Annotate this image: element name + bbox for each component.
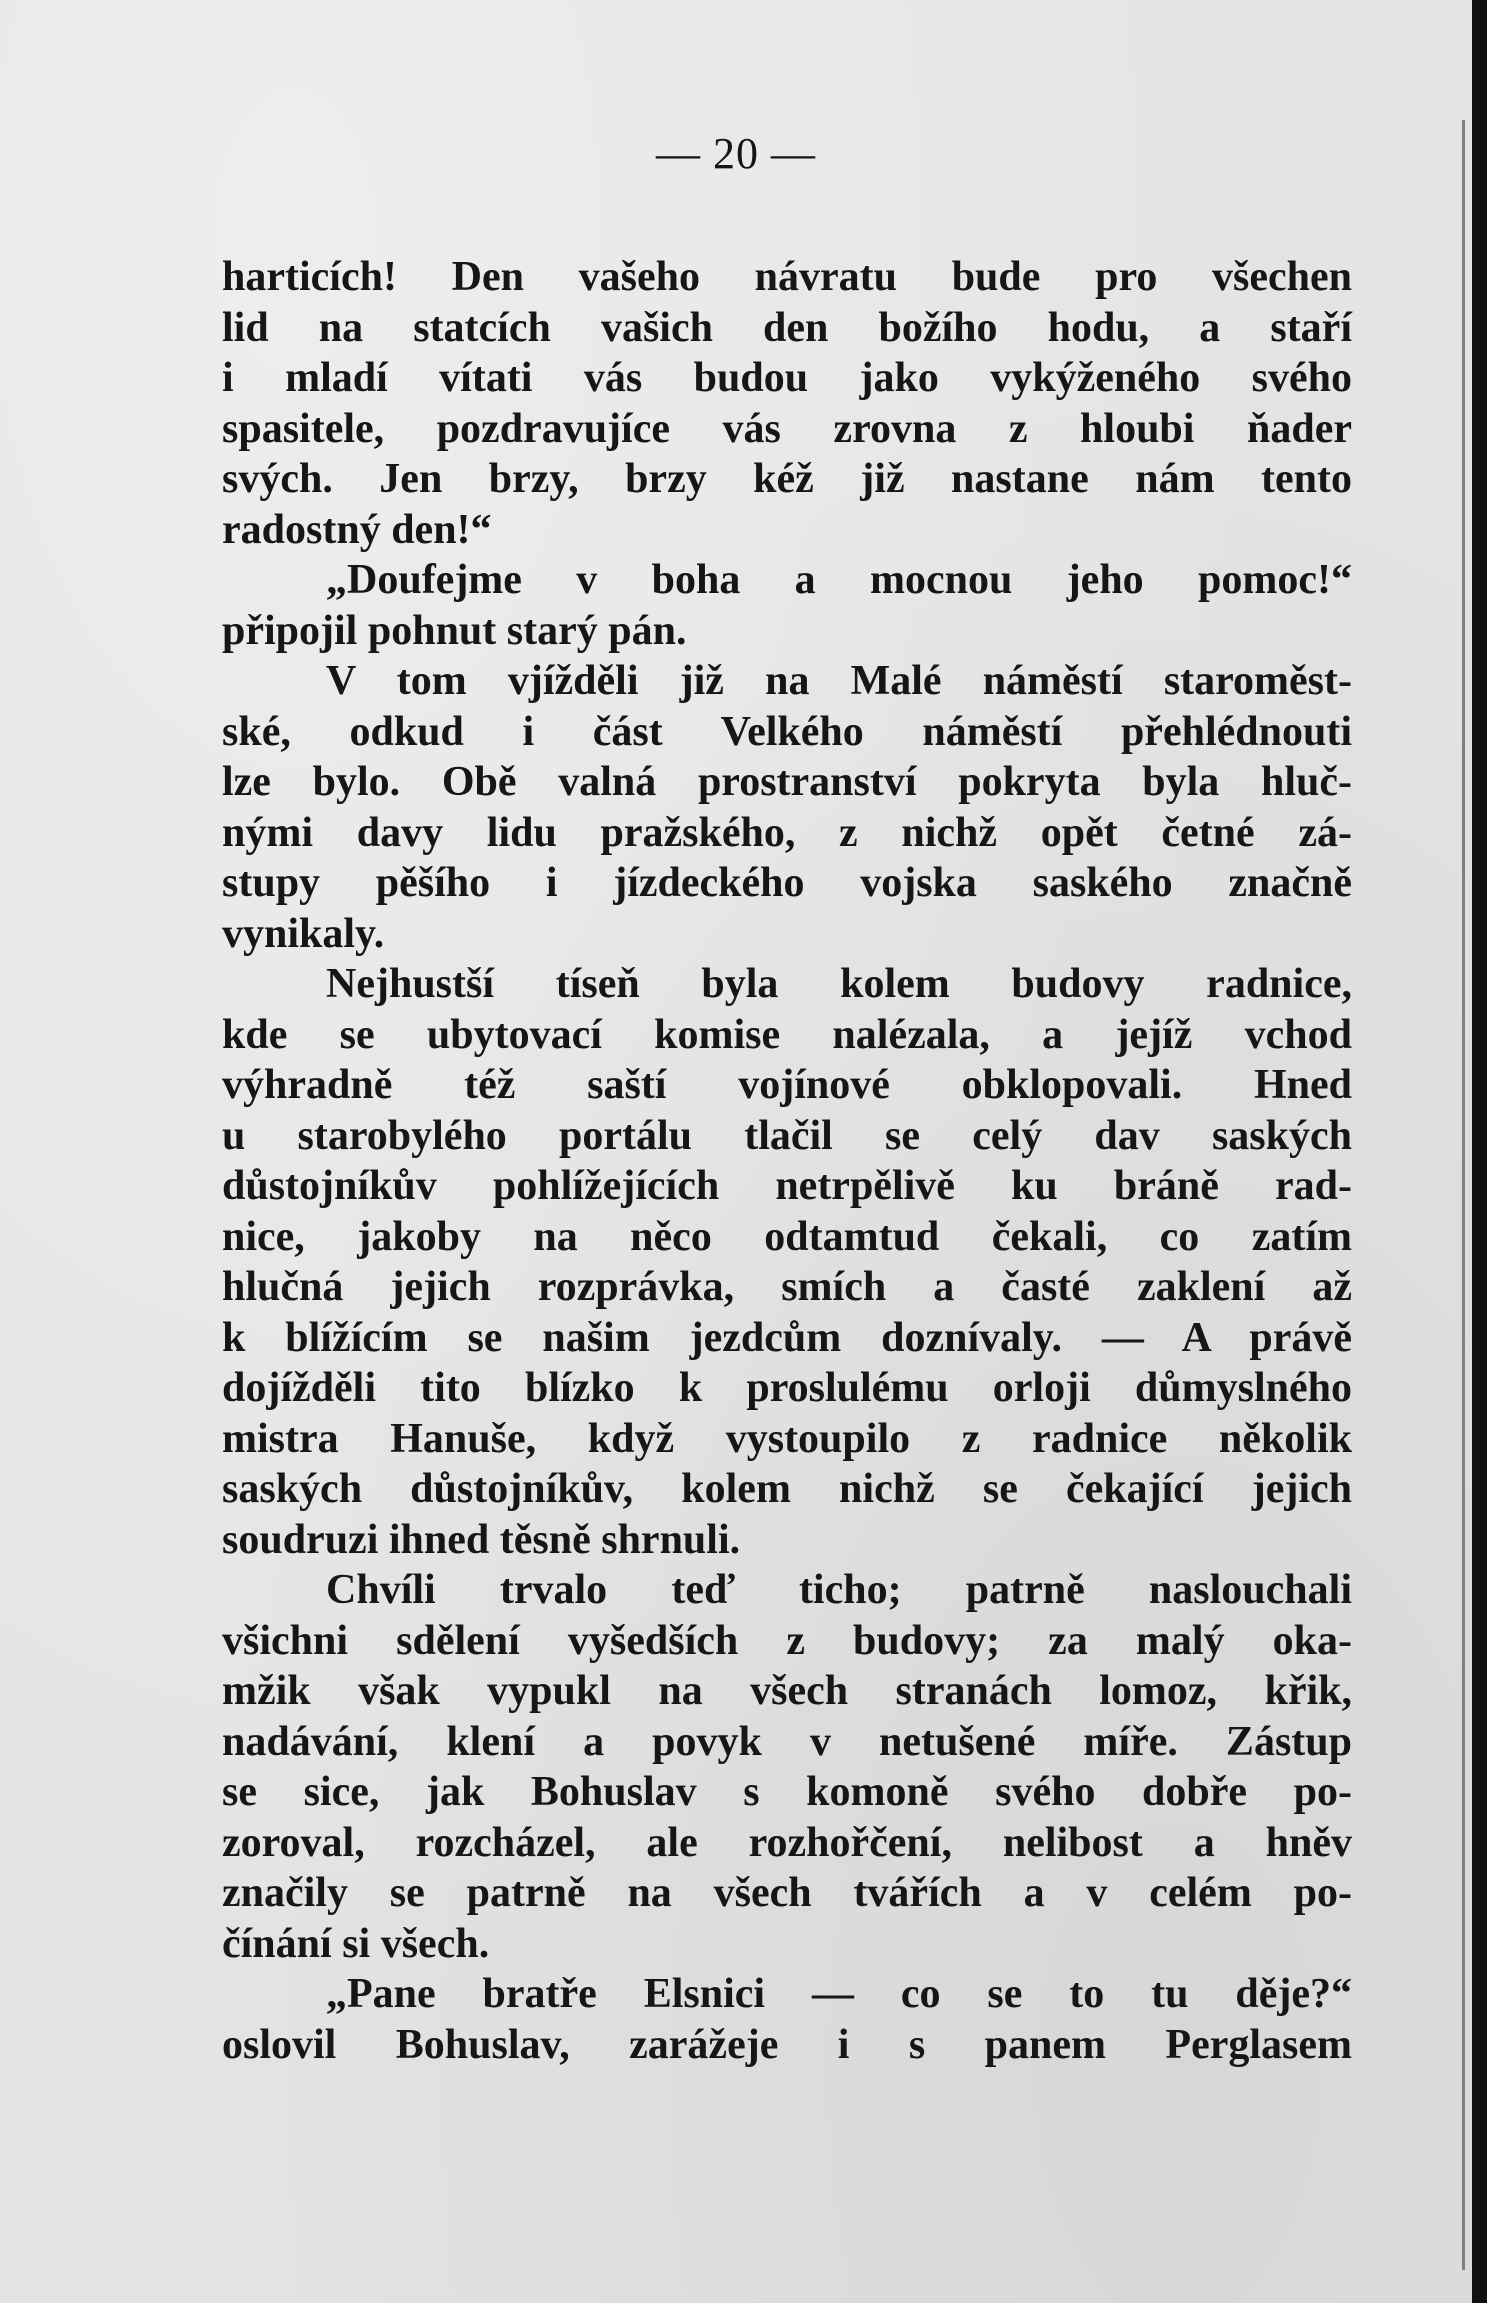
text-line: Chvíli trvalo teď ticho; patrně naslouchali (326, 1567, 1352, 1613)
page-edge-shadow (1462, 120, 1465, 2270)
text-line: V tom vjížděli již na Malé náměstí staroměst- (326, 658, 1352, 704)
text-line: značily se patrně na všech tvářích a v celém po- (222, 1870, 1352, 1916)
text-line: čínání si všech. (222, 1920, 490, 1967)
text-line: nadávání, klení a povyk v netušené míře. Zástup (222, 1718, 1352, 1765)
text-line: stupy pěšího i jízdeckého vojska saského značně (222, 860, 1352, 906)
text-line: „Pane bratře Elsnici — co se to tu děje?“ (326, 1971, 1352, 2017)
text-line: „Doufejme v boha a mocnou jeho pomoc!“ (326, 557, 1352, 603)
text-line: nice, jakoby na něco odtamtud čekali, co zatím (222, 1213, 1352, 1260)
text-line: radostný den!“ (222, 506, 492, 553)
text-line: hlučná jejich rozprávka, smích a časté zaklení až (222, 1264, 1352, 1310)
text-line: oslovil Bohuslav, zarážeje i s panem Perglasem (222, 2021, 1352, 2068)
text-line: k blížícím se našim jezdcům doznívaly. — A právě (222, 1314, 1352, 1361)
text-line: spasitele, pozdravujíce vás zrovna z hloubi ňader (222, 405, 1352, 452)
text-line: výhradně též saští vojínové obklopovali. Hned (222, 1062, 1352, 1108)
text-line: lid na statcích vašich den božího hodu, a staří (222, 304, 1352, 351)
text-line: harticích! Den vašeho návratu bude pro všechen (222, 254, 1352, 300)
text-line: všichni sdělení vyšedších z budovy; za malý oka- (222, 1617, 1352, 1664)
text-line: zoroval, rozcházel, ale rozhořčení, nelibost a hněv (222, 1819, 1352, 1866)
text-line: mžik však vypukl na všech stranách lomoz, křik, (222, 1668, 1352, 1714)
text-line: nými davy lidu pražského, z nichž opět četné zá- (222, 809, 1352, 856)
text-line: kde se ubytovací komise nalézala, a jejíž vchod (222, 1011, 1352, 1058)
text-line: vynikaly. (222, 910, 385, 957)
text-line: Nejhustší tíseň byla kolem budovy radnice, (326, 961, 1352, 1007)
text-line: důstojníkův pohlížejících netrpělivě ku bráně rad- (222, 1163, 1352, 1209)
body-text (222, 252, 1352, 2070)
text-line: saských důstojníkův, kolem nichž se čekající jejich (222, 1466, 1352, 1512)
text-line: lze bylo. Obě valná prostranství pokryta byla hluč- (222, 759, 1352, 805)
text-line: svých. Jen brzy, brzy kéž již nastane nám tento (222, 456, 1352, 502)
page-number: — 20 — (656, 129, 816, 178)
text-line: se sice, jak Bohuslav s komoně svého dobře po- (222, 1769, 1352, 1815)
text-line: soudruzi ihned těsně shrnuli. (222, 1516, 741, 1563)
scan-border (1472, 0, 1487, 2303)
text-line: ské, odkud i část Velkého náměstí přehlédnouti (222, 708, 1352, 755)
text-line: i mladí vítati vás budou jako vykýženého svého (222, 355, 1352, 401)
text-line: u starobylého portálu tlačil se celý dav saských (222, 1112, 1352, 1159)
text-line: mistra Hanuše, když vystoupilo z radnice několik (222, 1415, 1352, 1462)
text-line: připojil pohnut starý pán. (222, 607, 687, 654)
text-line: dojížděli tito blízko k proslulému orloji důmyslného (222, 1365, 1352, 1411)
